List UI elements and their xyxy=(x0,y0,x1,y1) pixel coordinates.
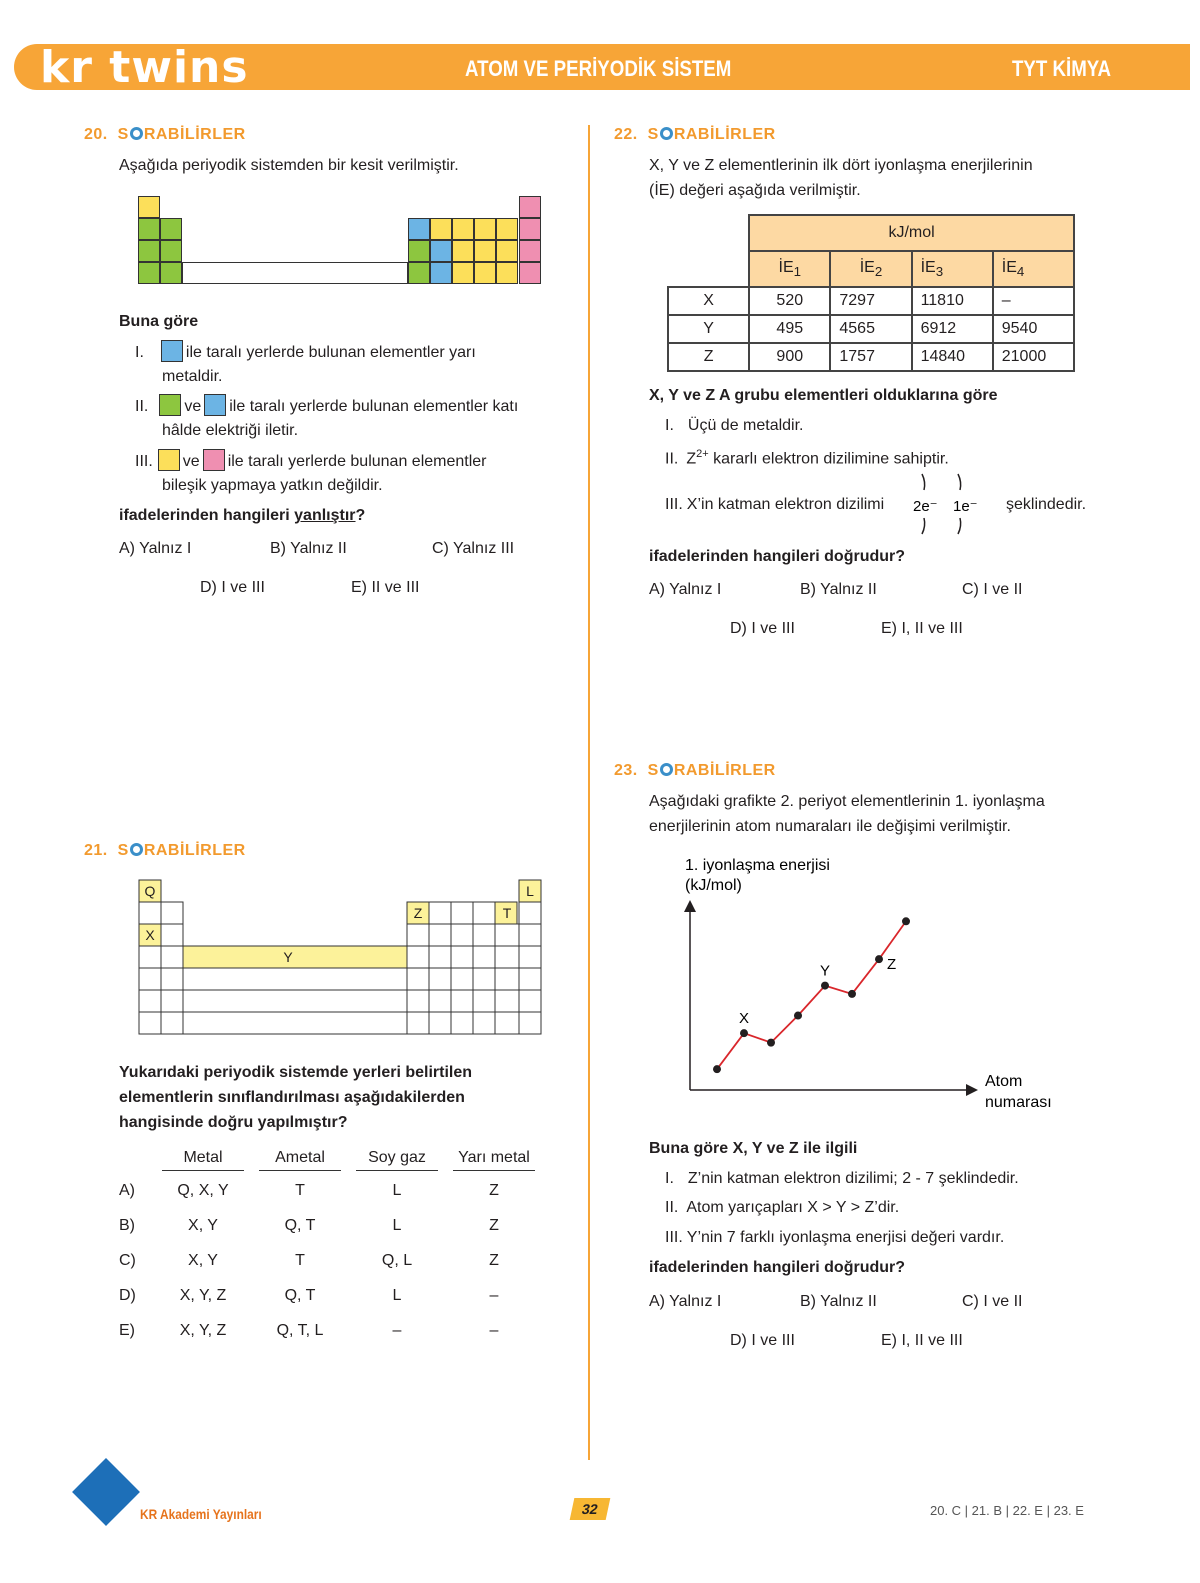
q20-option-a[interactable]: A) Yalnız I xyxy=(119,540,192,557)
q21-option-e[interactable]: E) xyxy=(119,1322,135,1339)
table-cell: X, Y, Z xyxy=(179,1287,227,1304)
q22-statement-2: II. $Z^{2+}$ kararlı elektron dizilimine sahiptir. xyxy=(665,448,949,468)
table-cell: X, Y xyxy=(188,1252,218,1269)
pink-swatch xyxy=(203,449,225,471)
column-divider xyxy=(588,125,590,1460)
q23-option-b[interactable]: B) Yalnız II xyxy=(800,1293,877,1310)
q20-option-e[interactable]: E) II ve III xyxy=(351,579,420,596)
q20-cell xyxy=(430,218,452,240)
q22-intro-l1: X, Y ve Z elementlerinin ilk dört iyonlaşma enerjilerinin xyxy=(649,157,1033,174)
sorabilirler-logo-icon xyxy=(130,843,143,856)
q20-cell xyxy=(519,262,541,284)
q21-question-l3: hangisinde doğru yapılmıştır? xyxy=(119,1114,348,1131)
row-label: Z xyxy=(668,343,749,371)
q20-cell xyxy=(519,240,541,262)
point-label: X xyxy=(739,1010,750,1028)
q20-cell xyxy=(408,218,430,240)
table-cell: T xyxy=(295,1182,305,1199)
q20-cell xyxy=(160,240,182,262)
data-point xyxy=(875,955,883,963)
sorabilirler-logo-icon xyxy=(660,127,673,140)
q20-option-c[interactable]: C) Yalnız III xyxy=(432,540,515,557)
series-line xyxy=(717,921,906,1069)
element-label-x: X xyxy=(145,927,155,943)
element-label-q: Q xyxy=(144,883,156,899)
shell-2-electrons: 1e⁻ xyxy=(953,498,978,515)
q22-intro-l2: (İE) değeri aşağıda verilmiştir. xyxy=(649,182,861,199)
q20-cell xyxy=(496,262,518,284)
row-label: Y xyxy=(668,315,749,343)
table-cell: 495 xyxy=(749,315,830,343)
y-axis-label-l2: (kJ/mol) xyxy=(685,877,742,894)
shell-1-electrons: 2e⁻ xyxy=(913,498,938,515)
table-cell: – xyxy=(489,1322,499,1339)
table-cell: X, Y, Z xyxy=(179,1322,227,1339)
q20-cell xyxy=(519,196,541,218)
table-cell: 6912 xyxy=(912,315,993,343)
q20-cell xyxy=(138,262,160,284)
brand-logo: kr twins xyxy=(40,42,249,93)
green-swatch xyxy=(159,394,181,416)
ionization-energy-chart xyxy=(660,850,1080,1120)
q20-statement-2: II. ve ile taralı yerlerde bulunan elementler katı xyxy=(135,394,518,419)
table-row xyxy=(668,287,1074,315)
electron-shell-diagram xyxy=(900,470,990,540)
table-cell: – xyxy=(489,1287,499,1304)
q20-question: ifadelerinden hangileri yanlıştır? xyxy=(119,507,366,524)
q20-statement-1: I. ile taralı yerlerde bulunan elementler yarı xyxy=(135,340,476,365)
col-header-ametal: Ametal xyxy=(259,1145,341,1171)
q21-option-b[interactable]: B) xyxy=(119,1217,135,1234)
table-cell: X, Y xyxy=(188,1217,218,1234)
y-axis-label-l1: 1. iyonlaşma enerjisi xyxy=(685,857,830,874)
blue-swatch xyxy=(204,394,226,416)
q23-question: ifadelerinden hangileri doğrudur? xyxy=(649,1259,906,1276)
data-point xyxy=(821,982,829,990)
q20-statement-1-cont: metaldir. xyxy=(162,368,223,385)
q21-heading: 21. S RABİLİRLER xyxy=(84,842,246,859)
q20-cell xyxy=(452,240,474,262)
x-axis-label-l2: numarası xyxy=(985,1094,1052,1111)
q20-cell xyxy=(138,218,160,240)
table-cell: Z xyxy=(489,1217,499,1234)
q20-lead: Buna göre xyxy=(119,313,199,330)
q22-option-c[interactable]: C) I ve II xyxy=(962,581,1023,598)
q23-lead: Buna göre X, Y ve Z ile ilgili xyxy=(649,1140,858,1157)
q23-heading: 23. S RABİLİRLER xyxy=(614,762,776,779)
table-cell: L xyxy=(392,1182,402,1199)
q20-statement-2-cont: hâlde elektriği iletir. xyxy=(162,422,299,439)
table-cell: 21000 xyxy=(993,343,1074,371)
col-header-ie4: $İE_4$ xyxy=(993,251,1074,287)
element-label-z: Z xyxy=(413,905,423,921)
publisher-name: KR Akademi Yayınları xyxy=(140,1506,262,1522)
table-cell: – xyxy=(993,287,1074,315)
table-cell: Z xyxy=(489,1252,499,1269)
q23-statement-2: II. Atom yarıçapları X > Y > Z’dir. xyxy=(665,1199,900,1216)
table-row xyxy=(668,343,1074,371)
element-label-t: T xyxy=(502,905,512,921)
table-cell: Q, T xyxy=(284,1287,316,1304)
table-cell: L xyxy=(392,1217,402,1234)
table-cell: 900 xyxy=(749,343,830,371)
col-header-ie2: $İE_2$ xyxy=(830,251,911,287)
col-header-ie3: $İE_3$ xyxy=(912,251,993,287)
point-label: Z xyxy=(887,956,897,974)
table-cell: Q, T, L xyxy=(276,1322,324,1339)
sorabilirler-logo-icon xyxy=(130,127,143,140)
q20-cell xyxy=(474,262,496,284)
q20-cell xyxy=(452,218,474,240)
q20-cell xyxy=(430,262,452,284)
q23-option-d[interactable]: D) I ve III xyxy=(730,1332,795,1349)
element-label-y: Y xyxy=(283,949,293,965)
page-title: ATOM VE PERİYODİK SİSTEM xyxy=(465,56,732,81)
data-point xyxy=(848,990,856,998)
q20-cell xyxy=(496,240,518,262)
answer-key: 20. C | 21. B | 22. E | 23. E xyxy=(930,1503,1084,1518)
q20-option-b[interactable]: B) Yalnız II xyxy=(270,540,347,557)
table-cell: 1757 xyxy=(830,343,911,371)
q20-cell xyxy=(408,240,430,262)
table-cell: Q, T xyxy=(284,1217,316,1234)
table-cell: 11810 xyxy=(912,287,993,315)
table-cell: 7297 xyxy=(830,287,911,315)
q20-cell xyxy=(138,196,160,218)
table-cell: Q, L xyxy=(381,1252,413,1269)
data-point xyxy=(740,1029,748,1037)
page-number: 32 xyxy=(570,1498,611,1520)
col-header-metal: Metal xyxy=(162,1145,244,1171)
q22-option-e[interactable]: E) I, II ve III xyxy=(881,620,963,637)
q20-cell xyxy=(519,218,541,240)
data-point xyxy=(767,1039,775,1047)
q20-heading: 20. S RABİLİRLER xyxy=(84,126,246,143)
q23-statement-3: III. Y’nin 7 farklı iyonlaşma enerjisi değeri vardır. xyxy=(665,1229,1005,1246)
q20-intro: Aşağıda periyodik sistemden bir kesit verilmiştir. xyxy=(119,157,459,174)
q20-cell xyxy=(408,262,430,284)
point-label: Y xyxy=(820,962,831,980)
q22-question: ifadelerinden hangileri doğrudur? xyxy=(649,548,906,565)
q23-statement-1: I. Z’nin katman elektron dizilimi; 2 - 7 şeklindedir. xyxy=(665,1170,1019,1187)
q22-statement-3: III. X’in katman elektron dizilimi xyxy=(665,496,885,513)
q22-statement-1: I. Üçü de metaldir. xyxy=(665,417,804,434)
table-cell: 9540 xyxy=(993,315,1074,343)
table-cell: 14840 xyxy=(912,343,993,371)
table-cell: Q, X, Y xyxy=(177,1182,229,1199)
q22-option-b[interactable]: B) Yalnız II xyxy=(800,581,877,598)
q23-intro-l1: Aşağıdaki grafikte 2. periyot elementlerinin 1. iyonlaşma xyxy=(649,793,1045,810)
q20-cell xyxy=(430,240,452,262)
subject-title: TYT KİMYA xyxy=(1012,56,1112,81)
q20-cell xyxy=(160,262,182,284)
q22-heading: 22. S RABİLİRLER xyxy=(614,126,776,143)
element-label-l: L xyxy=(526,883,534,899)
q23-option-e[interactable]: E) I, II ve III xyxy=(881,1332,963,1349)
col-header-soygaz: Soy gaz xyxy=(356,1145,438,1171)
row-label: X xyxy=(668,287,749,315)
table-cell: 520 xyxy=(749,287,830,315)
sorabilirler-logo-icon xyxy=(660,763,673,776)
publisher-logo-icon xyxy=(72,1458,140,1526)
unit-header: kJ/mol xyxy=(749,215,1074,251)
q23-option-a[interactable]: A) Yalnız I xyxy=(649,1293,722,1310)
q20-cell xyxy=(474,218,496,240)
col-header-ie1: $İE_1$ xyxy=(749,251,830,287)
table-cell: – xyxy=(392,1322,402,1339)
table-row xyxy=(668,315,1074,343)
q23-intro-l2: enerjilerinin atom numaraları ile değişimi verilmiştir. xyxy=(649,818,1011,835)
q20-periodic-table xyxy=(138,196,543,286)
x-axis-label-l1: Atom xyxy=(985,1073,1023,1090)
q22-statement-3-end: şeklindedir. xyxy=(1006,496,1087,513)
table-cell: L xyxy=(392,1287,402,1304)
table-cell: T xyxy=(295,1252,305,1269)
q21-option-a[interactable]: A) xyxy=(119,1182,135,1199)
col-header-yarimetal: Yarı metal xyxy=(453,1145,535,1171)
blue-swatch xyxy=(161,340,183,362)
q21-periodic-table xyxy=(138,879,544,1039)
q20-cell xyxy=(160,218,182,240)
q23-option-c[interactable]: C) I ve II xyxy=(962,1293,1023,1310)
q20-statement-3-cont: bileşik yapmaya yatkın değildir. xyxy=(162,477,383,494)
data-point xyxy=(902,917,910,925)
table-cell: 4565 xyxy=(830,315,911,343)
q20-option-d[interactable]: D) I ve III xyxy=(200,579,265,596)
data-point xyxy=(713,1065,721,1073)
data-point xyxy=(794,1012,802,1020)
q22-option-a[interactable]: A) Yalnız I xyxy=(649,581,722,598)
q20-statement-3: III. ve ile taralı yerlerde bulunan elementler xyxy=(135,449,487,474)
q20-cell xyxy=(452,262,474,284)
q21-option-d[interactable]: D) xyxy=(119,1287,136,1304)
table-cell: Z xyxy=(489,1182,499,1199)
q22-option-d[interactable]: D) I ve III xyxy=(730,620,795,637)
q22-ionization-table xyxy=(667,214,1075,372)
q20-cell xyxy=(138,240,160,262)
q21-question-l2: elementlerin sınıflandırılması aşağıdakilerden xyxy=(119,1089,465,1106)
q20-cell xyxy=(474,240,496,262)
q21-option-c[interactable]: C) xyxy=(119,1252,136,1269)
q21-question-l1: Yukarıdaki periyodik sistemde yerleri belirtilen xyxy=(119,1064,473,1081)
q20-transition-block xyxy=(182,262,408,284)
q22-lead: X, Y ve Z A grubu elementleri olduklarına göre xyxy=(649,387,998,404)
q20-cell xyxy=(496,218,518,240)
yellow-swatch xyxy=(158,449,180,471)
